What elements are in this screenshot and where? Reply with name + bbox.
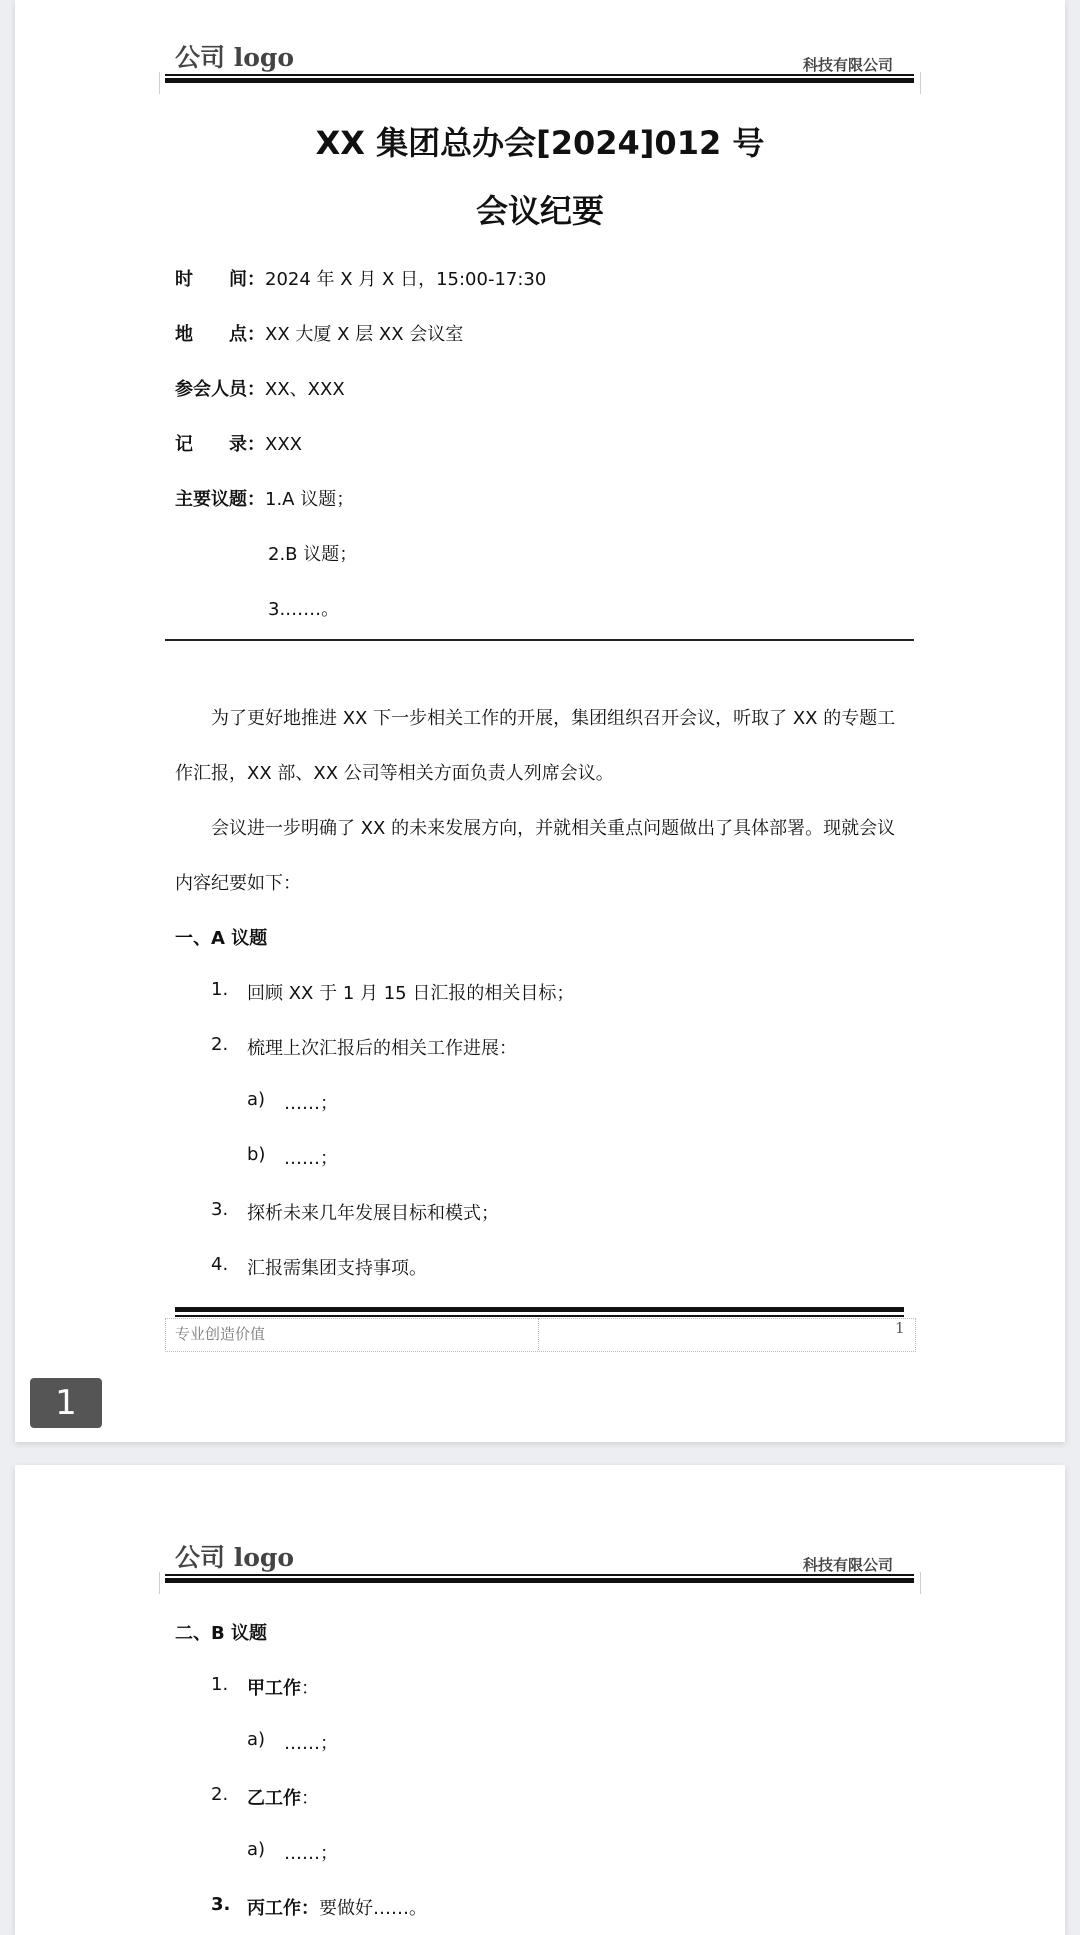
section-b-heading: 二、B 议题	[175, 1623, 267, 1644]
footer-frame	[165, 1318, 916, 1352]
meta-topic-item: 2.B 议题；	[268, 544, 358, 565]
header-rule-thick	[165, 78, 914, 83]
document-title: 会议纪要	[475, 192, 604, 230]
sub-list-item-letter: a)	[247, 1839, 266, 1860]
meta-recorder-label: 记 录：	[175, 434, 265, 455]
sub-list-item-text: ……；	[284, 1148, 338, 1169]
meta-place-value: XX 大厦 X 层 XX 会议室	[265, 324, 464, 345]
list-item-suffix: ：	[301, 1678, 319, 1699]
header-company-name: 科技有限公司	[802, 1556, 893, 1574]
company-logo-text: 公司 logo	[175, 43, 295, 72]
company-logo-text: 公司 logo	[175, 1543, 295, 1572]
list-item-text	[247, 1784, 319, 1810]
sub-list-item-text: ……；	[284, 1843, 338, 1864]
paragraph-2-line-1: 会议进一步明确了 XX 的未来发展方向，并就相关重点问题做出了具体部署。现就会议	[211, 818, 896, 839]
list-item-number: 3.	[211, 1894, 231, 1915]
list-item-number: 2.	[211, 1784, 229, 1805]
meta-separator-line	[165, 639, 914, 641]
footer-page-number: 1	[895, 1319, 905, 1337]
meta-topics-label: 主要议题：	[175, 489, 265, 510]
meta-place-label: 地 点：	[175, 324, 265, 345]
meta-place	[175, 320, 463, 346]
footer-slogan: 专业创造价值	[175, 1325, 266, 1343]
meta-topics	[175, 485, 354, 511]
footer-rule-thick	[175, 1307, 904, 1312]
meta-recorder	[175, 430, 302, 456]
list-item-text: 回顾 XX 于 1 月 15 日汇报的相关目标；	[247, 983, 575, 1004]
meta-topic-item: 1.A 议题；	[265, 489, 355, 510]
list-item-number: 1.	[211, 979, 229, 1000]
list-item-suffix: 要做好……。	[319, 1898, 427, 1919]
list-item-label: 丙工作：	[247, 1898, 319, 1919]
margin-corner-mark	[137, 1572, 160, 1594]
margin-corner-mark	[920, 72, 943, 94]
meta-time-label: 时 间：	[175, 269, 265, 290]
list-item-text: 梳理上次汇报后的相关工作进展：	[247, 1038, 517, 1059]
page-number-badge: 1	[30, 1378, 102, 1428]
header-rule	[165, 74, 914, 76]
paragraph-2-line-2: 内容纪要如下：	[175, 873, 301, 894]
header-rule	[165, 1574, 914, 1576]
header-rule-thick	[165, 1578, 914, 1583]
margin-corner-mark	[137, 72, 160, 94]
meta-attendees-value: XX、XXX	[265, 379, 345, 400]
header-company-name: 科技有限公司	[802, 56, 893, 74]
sub-list-item-text: ……；	[284, 1733, 338, 1754]
sub-list-item-letter: a)	[247, 1089, 266, 1110]
meta-attendees-label: 参会人员：	[175, 379, 265, 400]
document-number-title: XX 集团总办会[2024]012 号	[315, 124, 765, 162]
sub-list-item-letter: b)	[247, 1144, 266, 1165]
document-page-2	[15, 1465, 1065, 1935]
list-item-text	[247, 1894, 427, 1920]
paragraph-1-line-2: 作汇报，XX 部、XX 公司等相关方面负责人列席会议。	[175, 763, 614, 784]
list-item-text: 探析未来几年发展目标和模式；	[247, 1203, 499, 1224]
margin-corner-mark	[920, 1572, 943, 1594]
meta-time-value: 2024 年 X 月 X 日，15:00-17:30	[265, 269, 547, 290]
footer-divider	[538, 1318, 539, 1350]
meta-attendees	[175, 375, 345, 401]
meta-recorder-value: XXX	[265, 434, 302, 455]
list-item	[211, 979, 228, 1000]
list-item-number: 2.	[211, 1034, 229, 1055]
meta-topic-item: 3.……。	[268, 599, 340, 620]
sub-list-item-letter: a)	[247, 1729, 266, 1750]
document-page-1	[15, 0, 1065, 1442]
list-item-text	[247, 1674, 319, 1700]
list-item-label: 甲工作	[247, 1678, 301, 1699]
list-item-number: 1.	[211, 1674, 229, 1695]
paragraph-1-line-1: 为了更好地推进 XX 下一步相关工作的开展，集团组织召开会议，听取了 XX 的专题工	[211, 708, 896, 729]
list-item-number: 4.	[211, 1254, 229, 1275]
meta-time	[175, 265, 546, 291]
list-item-number: 3.	[211, 1199, 229, 1220]
list-item-label: 乙工作	[247, 1788, 301, 1809]
section-a-heading: 一、A 议题	[175, 928, 268, 949]
sub-list-item-text: ……；	[284, 1093, 338, 1114]
footer-rule	[175, 1315, 904, 1317]
list-item-suffix: ：	[301, 1788, 319, 1809]
list-item-text: 汇报需集团支持事项。	[247, 1258, 427, 1279]
